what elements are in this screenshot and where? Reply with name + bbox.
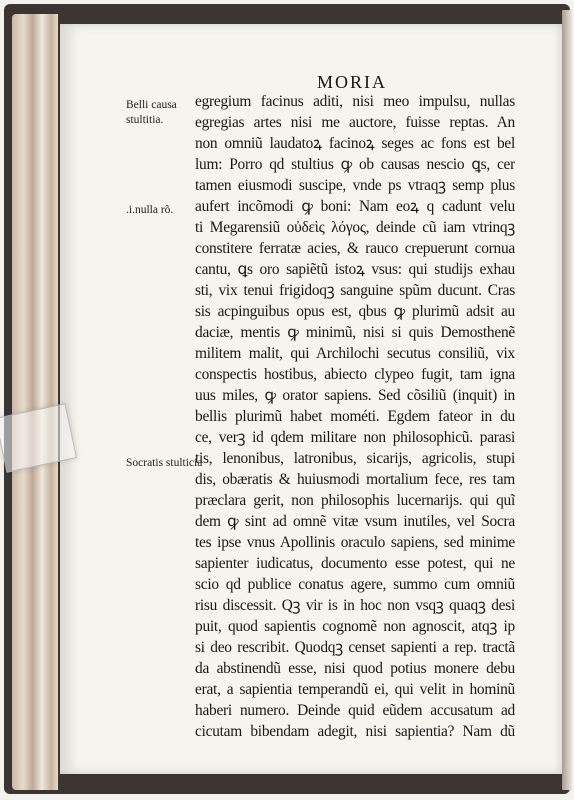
text-line: cicutam bibendam adegit, nisi sapientia? Nam dũ	[195, 723, 515, 740]
body-text	[195, 91, 515, 742]
margin-note-nulla: .i.nulla rõ.	[126, 204, 174, 216]
text-line: sis acpinguibus opus est, qbus ꝙ plurimũ adsit au	[195, 303, 515, 320]
text-line: tamen eiusmodi suscipe, vnde ps vtraqꝫ semp plus	[195, 177, 515, 194]
text-line: scio qd publice conatus agere, summo cum omniũ	[195, 576, 515, 593]
text-line: erat, a sapientia temperandũ ei, qui velit in hominũ	[195, 681, 515, 698]
text-line: daciæ, mentis ꝙ minimũ, nisi si quis Demosthenẽ	[195, 324, 515, 341]
text-line: sapienter iudicatus, documento esse potest, qui ne	[195, 555, 515, 572]
text-line: dis, obæratis & huiusmodi mortalium fece, res tam	[195, 471, 515, 488]
text-line: dem ꝙ sint ad omnẽ vitæ vsum inutiles, vel Socra	[195, 513, 515, 530]
text-line: risu discessit. Qꝫ vir is in hoc non vsqꝫ quaqꝫ desi	[195, 597, 515, 614]
page-edges	[12, 14, 58, 790]
gutter-edge	[562, 10, 572, 790]
running-head: MORIA	[317, 72, 388, 92]
margin-note-socratis: Socratis stulticia	[126, 457, 203, 469]
text-line: ti Megarensiũ οὐδεὶς λόγος, deinde cũ iam vtrinqꝫ	[195, 219, 515, 236]
text-line: sti, vix tenui frigidoqꝫ sanguine spũm ducunt. Cras	[195, 282, 515, 299]
text-line: egregias artes nisi me auctore, fuisse reptas. An	[195, 114, 515, 131]
margin-note-belli: Belli causa stultitia.	[126, 99, 177, 126]
text-line: non omniũ laudatoꝝ facinoꝝ seges ac fons est bel	[195, 135, 515, 152]
text-line: lum: Porro qd stultius ꝙ ob causas nescio ꝗs, cer	[195, 156, 515, 173]
text-line: aufert incõmodi ꝙ boni: Nam eoꝝ q cadunt velu	[195, 198, 515, 215]
text-line: puit, quod sapientis cognomẽ non agnoscit, atqꝫ ip	[195, 618, 515, 635]
text-line: haberi numero. Deinde quid eũdem accusatum ad	[195, 702, 515, 719]
text-line: tes ipse vnus Apollinis oraculo sapiens, sed minime	[195, 534, 515, 551]
text-line: tis, lenonibus, latronibus, sicarijs, agricolis, stupi	[195, 450, 515, 467]
text-line: cantu, ꝗs oro sapiẽtũ istoꝝ vsus: qui studijs exhau	[195, 261, 515, 278]
text-line: si deo rescribit. Quodqꝫ censet sapienti a rep. tractã	[195, 639, 515, 656]
text-line: ce, verꝫ id qdem militare non philosophicũ. parasi	[195, 429, 515, 446]
text-line: constitere ferratæ acies, & rauco crepuerunt cornua	[195, 240, 515, 257]
text-line: da abstinendũ esse, nisi quod potius monere debu	[195, 660, 515, 677]
text-line: militem malit, qui Archilochi secutus consiliũ, vix	[195, 345, 515, 362]
text-line: uus miles, ꝙ orator sapiens. Sed cõsiliũ (inquit) in	[195, 387, 515, 404]
text-line: bellis plurimũ habet mométi. Egdem fateor in du	[195, 408, 515, 425]
text-line: conspectis hostibus, abiecto clypeo fugit, tam igna	[195, 366, 515, 383]
text-line: egregium facinus aditi, nisi meo impulsu, nullas	[195, 93, 515, 110]
text-line: præclara gerit, non philosophis lucernarijs. qui quĩ	[195, 492, 515, 509]
